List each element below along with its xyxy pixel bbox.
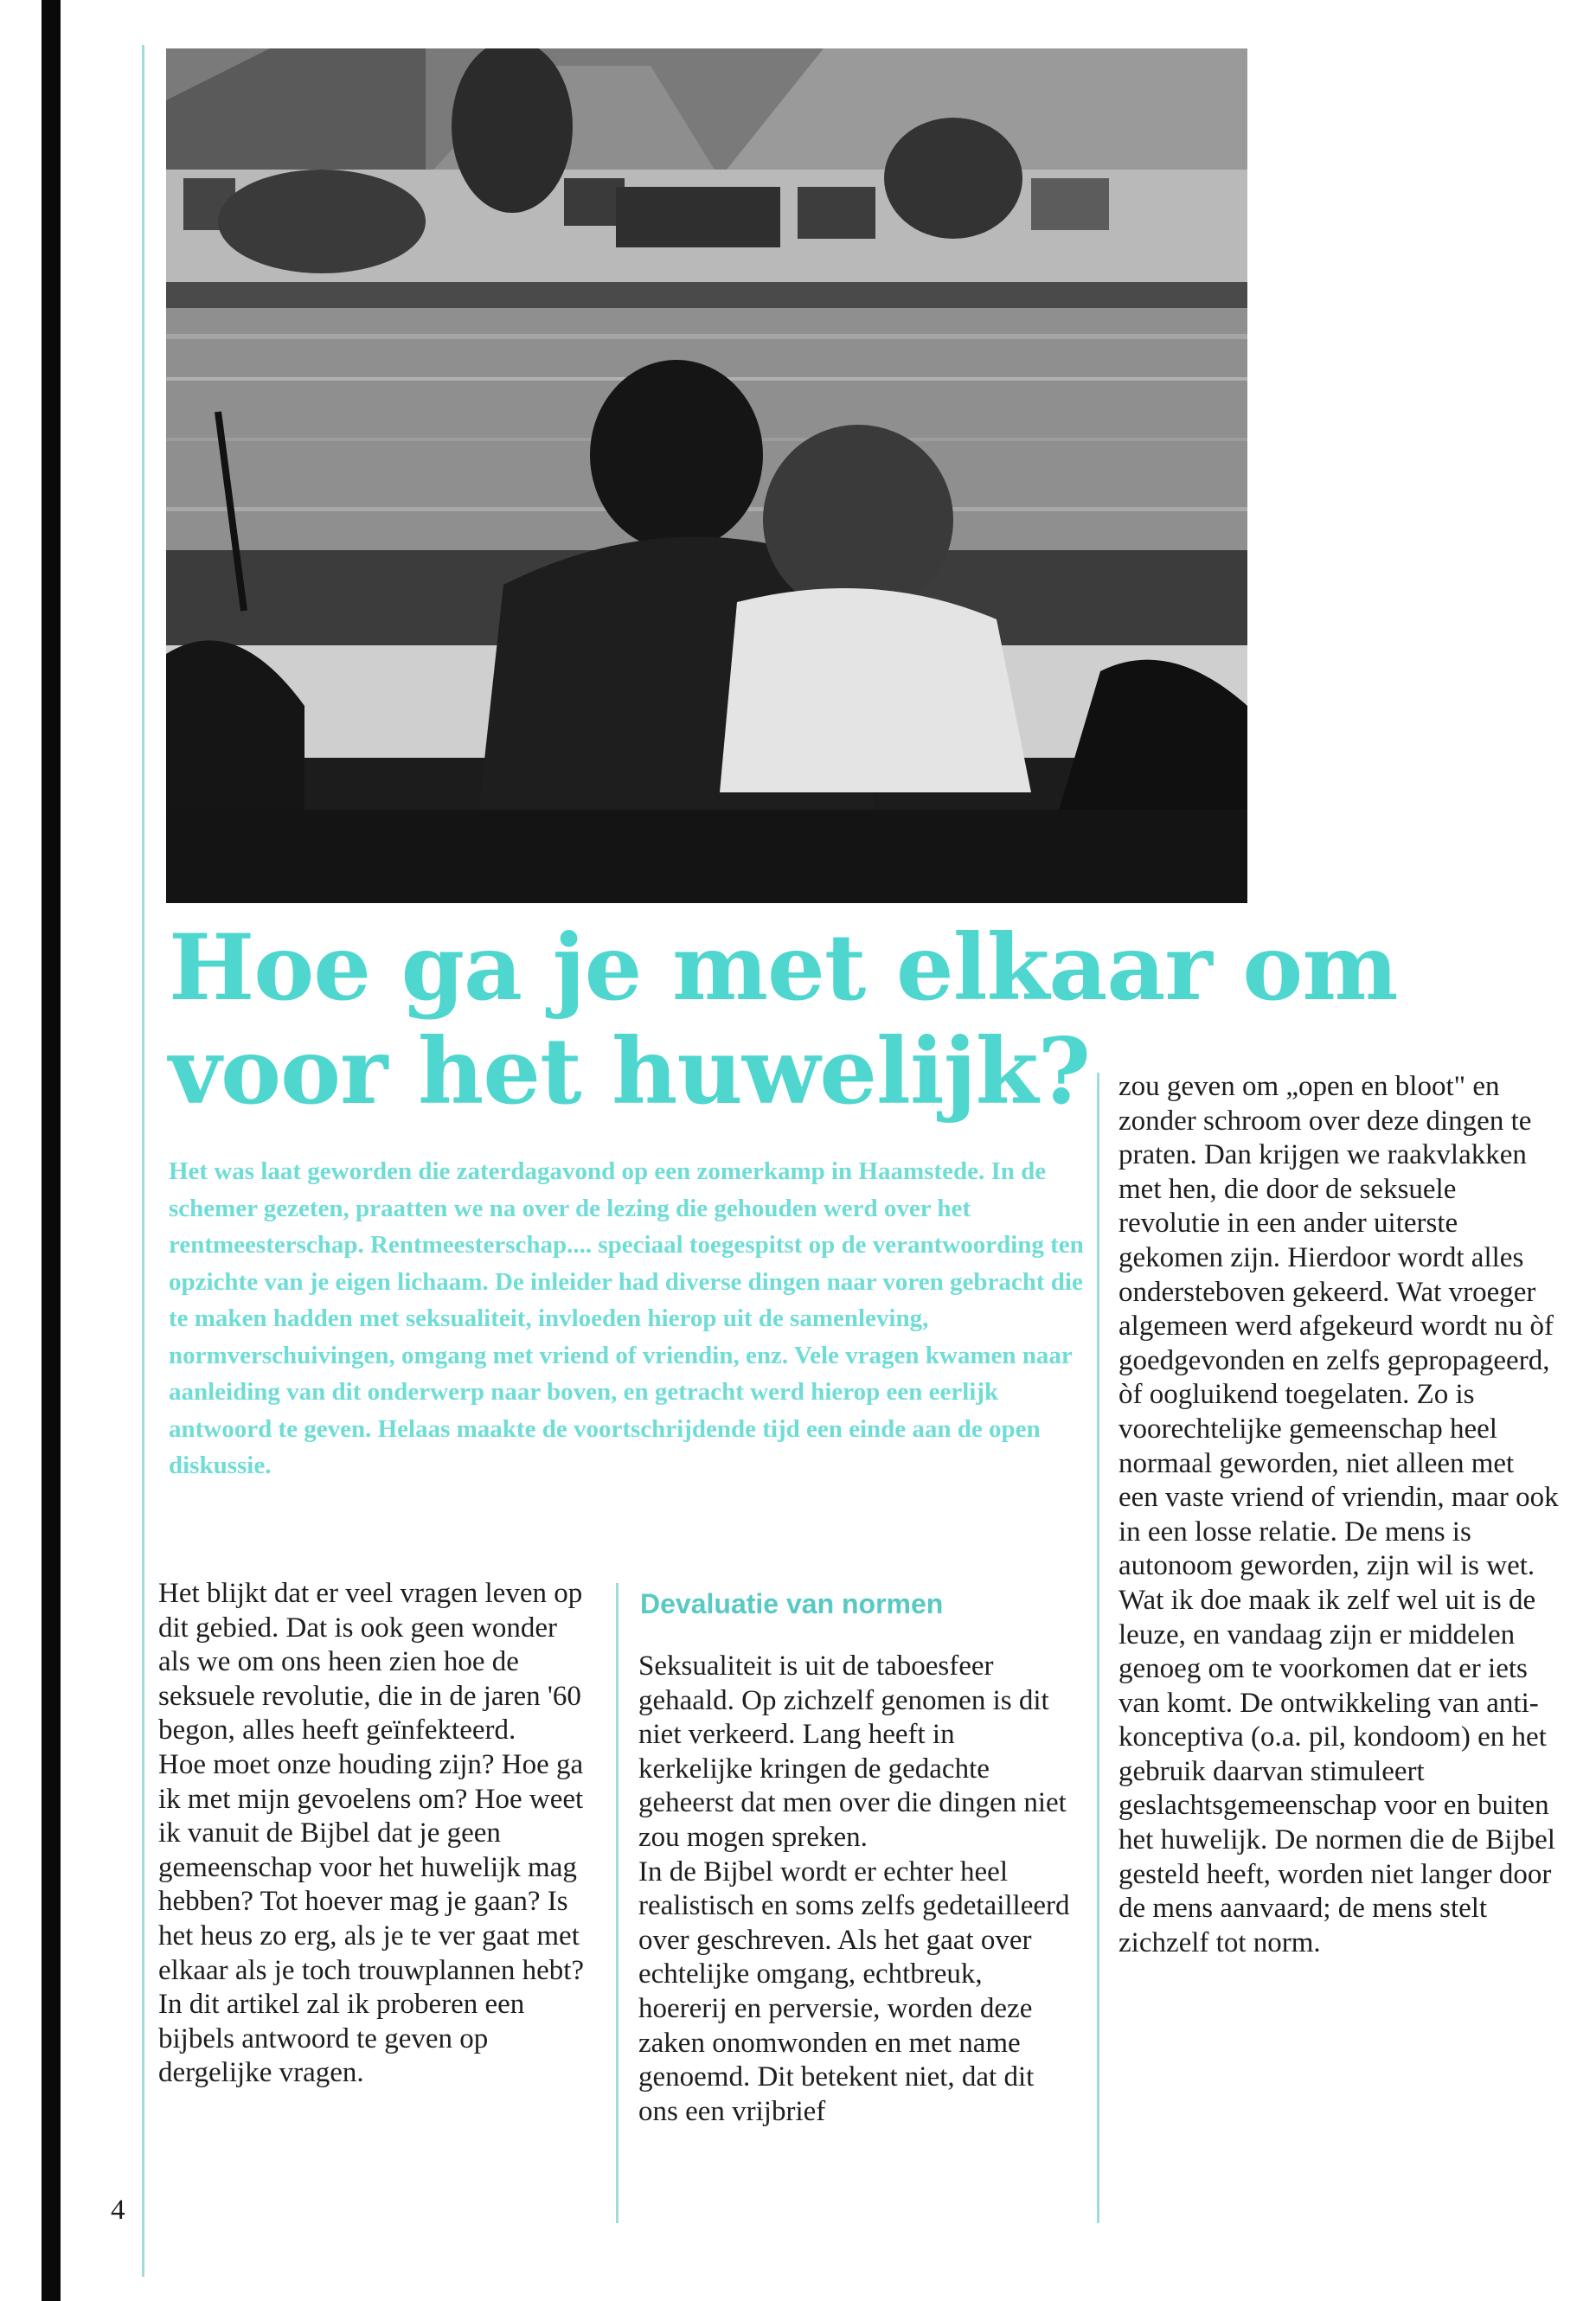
body-column-1: [158, 1577, 591, 2091]
body-column-3: [1118, 1070, 1560, 1960]
paragraph: In dit artikel zal ik proberen een bijbels antwoord te geven op dergelijke vragen.: [158, 1989, 525, 2089]
page-edge-shadow: [42, 0, 61, 2301]
paragraph: Seksualiteit is uit de taboesfeer gehaald. Op zichzelf genomen is dit niet verkeerd. Lang heeft in kerkelijke kringen de gedachte geheerst dat men over die dingen niet zou mogen spreken.: [638, 1650, 1067, 1853]
margin-rule: [142, 45, 144, 2277]
paragraph: Het blijkt dat er veel vragen leven op dit gebied. Dat is ook geen wonder als we om ons heen zien hoe de seksuele revolutie, die in de jaren '60 begon, alles heeft geïnfekteerd.: [158, 1578, 583, 1747]
paragraph: In de Bijbel wordt er echter heel realistisch en soms zelfs gedetailleerd over geschreven. Als het gaat over echtelijke omgang, echtbreuk, hoererij en perversie, worden deze zaken onomwonden en met name genoemd. Dit betekent niet, dat dit ons een vrijbrief: [638, 1856, 1070, 2127]
couple-by-water-photo: [166, 48, 1247, 903]
section-heading: Devaluatie van normen: [640, 1588, 944, 1619]
article-intro: Het was laat geworden die zaterdagavond op een zomerkamp in Haamstede. In de schemer gezeten, praatten we na over de lezing die gehouden werd over het rentmeesterschap. Rentmeesterschap.... speciaal toegespitst op de verantwoording ten opzichte van je eigen lichaam. De inleider had diverse dingen naar voren gebracht die te maken hadden met seksualiteit, invloeden hierop uit de samenleving, normverschuivingen, omgang met vriend of vriendin, enz. Vele vragen kwamen naar aanleiding van dit onderwerp naar boven, en getracht werd hierop een eerlijk antwoord te geven. Helaas maakte de voortschrijdende tijd een einde aan de open diskussie.: [169, 1157, 1084, 1479]
column-rule-1: [616, 1583, 619, 2223]
column-rule-2: [1097, 1073, 1099, 2223]
paragraph: zou geven om „open en bloot" en zonder schroom over deze dingen te praten. Dan krijgen we raakvlakken met hen, die door de seksuele revolutie in een ander uiterste gekomen zijn. Hierdoor wordt alles ondersteboven gekeerd. Wat vroeger algemeen werd afgekeurd wordt nu òf goedgevonden en zelfs gepropageerd, òf oogluikend toegelaten. Zo is voorechtelijke gemeenschap heel normaal geworden, niet alleen met een vaste vriend of vriendin, maar ook in een losse relatie. De mens is autonoom geworden, zijn wil is wet. Wat ik doe maak ik zelf wel uit is de leuze, en vandaag zijn er middelen genoeg om te voorkomen dat er iets van komt. De ontwikkeling van anti-konceptiva (o.a. pil, kondoom) en het gebruik daarvan stimuleert geslachtsgemeenschap voor en buiten het huwelijk. De normen die de Bijbel gesteld heeft, worden niet langer door de mens aanvaard; de mens stelt zichzelf tot norm.: [1118, 1071, 1559, 1958]
page-number: 4: [111, 2195, 125, 2226]
paragraph: Hoe moet onze houding zijn? Hoe ga ik met mijn gevoelens om? Hoe weet ik vanuit de Bijbel dat je geen gemeenschap voor het huwelijk mag hebben? Tot hoever mag je gaan? Is het heus zo erg, als je te ver gaat met elkaar als je toch trouwplannen hebt?: [158, 1748, 585, 1986]
body-column-2: [638, 1650, 1071, 2129]
article-title: Hoe ga je met elkaar om voor het huwelijk?: [169, 913, 1398, 1125]
